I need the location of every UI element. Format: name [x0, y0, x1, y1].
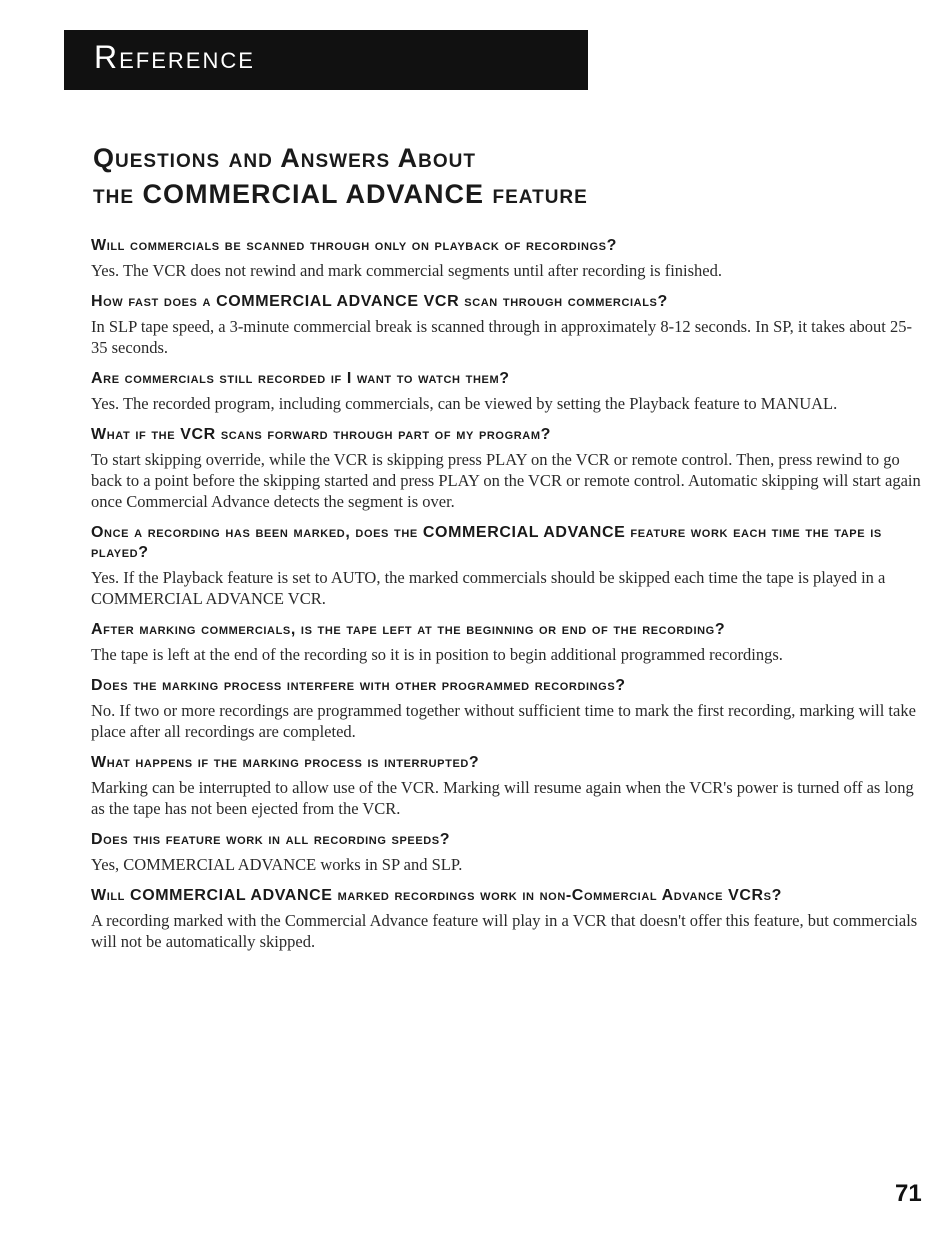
answer: A recording marked with the Commercial Advance feature will play in a VCR that doesn't offer this feature, but commercials will not be automatically skipped. — [91, 911, 918, 951]
page-title-line-2: the COMMERCIAL ADVANCE feature — [93, 179, 588, 209]
answer: Marking can be interrupted to allow use of the VCR. Marking will resume again when the VCR's power is turned off as long as the tape has not been ejected from the VCR. — [91, 778, 914, 818]
question: How fast does a COMMERCIAL ADVANCE VCR scan through commercials? — [91, 293, 668, 310]
qa-list — [91, 236, 921, 963]
question: What if the VCR scans forward through part of my program? — [91, 426, 551, 443]
question: After marking commercials, is the tape left at the beginning or end of the recording? — [91, 621, 726, 638]
qa-item — [91, 753, 921, 819]
answer: Yes, COMMERCIAL ADVANCE works in SP and SLP. — [91, 855, 463, 874]
page-title-line-1: Questions and Answers About — [93, 143, 477, 173]
question: Will commercials be scanned through only on playback of recordings? — [91, 237, 617, 254]
qa-item — [91, 886, 921, 952]
answer: Yes. The recorded program, including commercials, can be viewed by setting the Playback feature to MANUAL. — [91, 394, 838, 413]
qa-item — [91, 292, 921, 358]
answer: No. If two or more recordings are programmed together without sufficient time to mark the first recording, marking will take place after all recordings are completed. — [91, 701, 916, 741]
question: Does the marking process interfere with other programmed recordings? — [91, 677, 626, 694]
section-header-bar — [64, 30, 588, 90]
question: Does this feature work in all recording speeds? — [91, 831, 451, 848]
page-number: 71 — [895, 1180, 922, 1207]
qa-item — [91, 369, 921, 414]
question: What happens if the marking process is interrupted? — [91, 754, 480, 771]
answer: The tape is left at the end of the recording so it is in position to begin additional programmed recordings. — [91, 645, 783, 664]
answer: Yes. The VCR does not rewind and mark commercial segments until after recording is finished. — [91, 261, 723, 280]
qa-item — [91, 523, 921, 609]
question: Once a recording has been marked, does the COMMERCIAL ADVANCE feature work each time the tape is played? — [91, 524, 882, 561]
qa-item — [91, 236, 921, 281]
question: Are commercials still recorded if I want to watch them? — [91, 370, 510, 387]
answer: In SLP tape speed, a 3-minute commercial break is scanned through in approximately 8-12 seconds. In SP, it takes about 25-35 seconds. — [91, 317, 912, 357]
qa-item — [91, 620, 921, 665]
page-title — [93, 140, 893, 212]
answer: Yes. If the Playback feature is set to AUTO, the marked commercials should be skipped each time the tape is played in a COMMERCIAL ADVANCE VCR. — [91, 568, 886, 608]
section-header-title: Reference — [94, 39, 255, 75]
qa-item — [91, 830, 921, 875]
qa-item — [91, 676, 921, 742]
answer: To start skipping override, while the VCR is skipping press PLAY on the VCR or remote control. Then, press rewind to go back to a point before the skipping started and press PLAY on the VCR or remote control. Automatic skipping will start again once Commercial Advance detects the segment is over. — [91, 450, 921, 511]
question: Will COMMERCIAL ADVANCE marked recordings work in non-Commercial Advance VCRs? — [91, 887, 782, 904]
qa-item — [91, 425, 921, 512]
